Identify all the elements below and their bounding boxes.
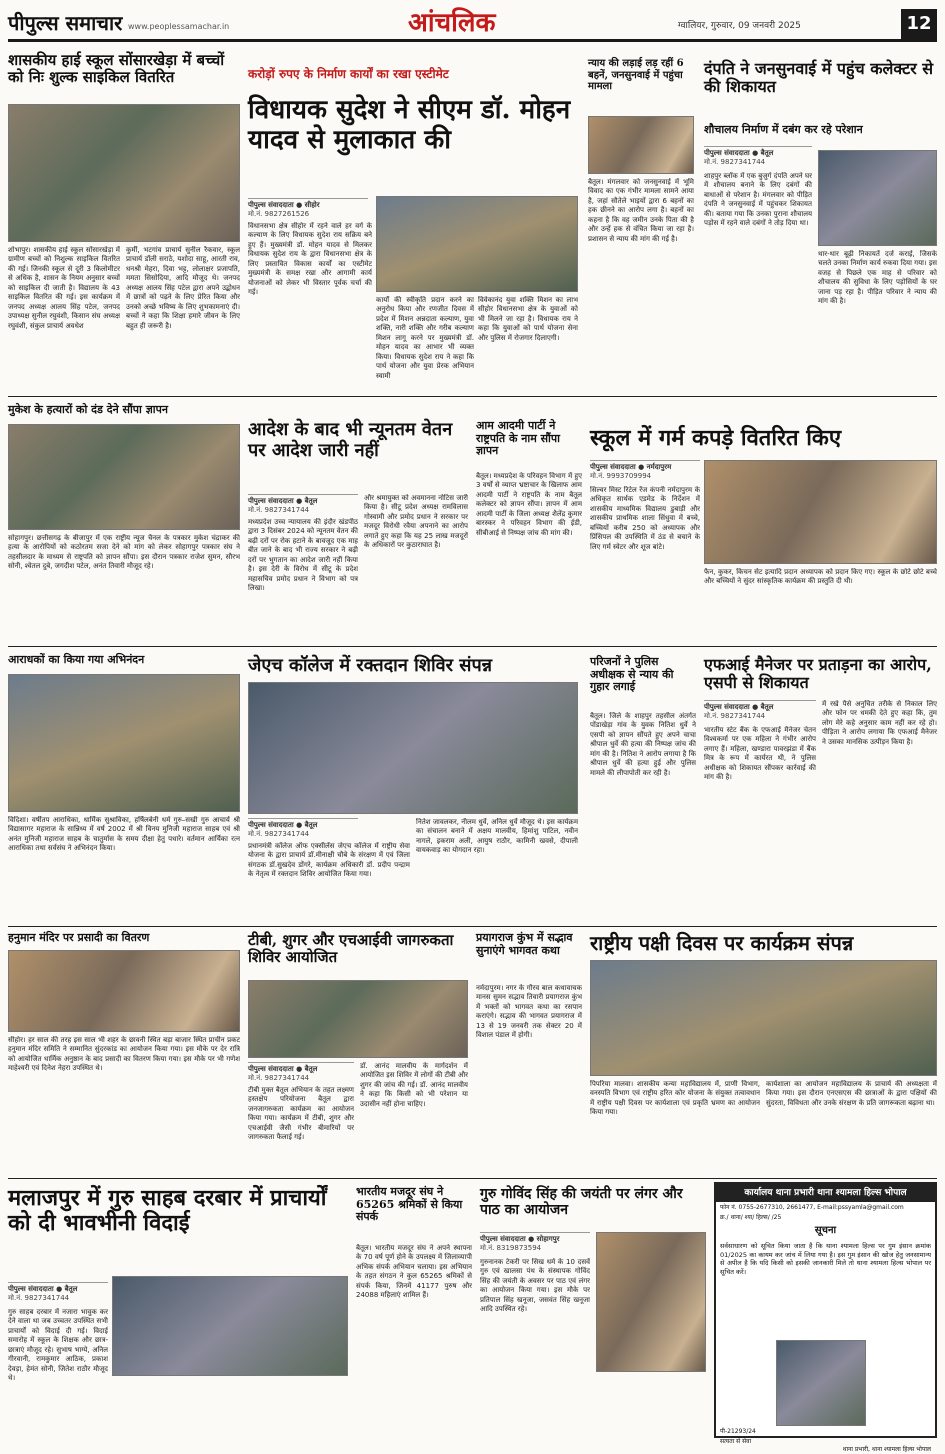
byline: पीपुल्स संवाददाता ● बैतूल (248, 1062, 354, 1074)
article-body: मध्यप्रदेश उच्च न्यायालय की इंदौर खंडपीठ द्वारा 3 दिसंबर 2024 को न्यूनतम वेतन की बढ़ी दरों पर रोक हटाने के बावजूद एक माह बीत जाने के बाद भी राज्य सरकार ने बढ़ी दरों पर भुगतान का आदेश जारी नहीं किया है। इस देरी के विरोध में सीटू के प्रदेश महासचिव प्रमोद प्रधान ने विभाग को पत्र लिखा। (248, 518, 358, 593)
headline: आराधकों का किया गया अभिनंदन (8, 653, 145, 666)
article-body: प्रधानमंत्री कॉलेज ऑफ एक्सीलेंस जेएच कॉलेज में राष्ट्रीय सेवा योजना के द्वारा प्राचार्य डॉ.मीनाक्षी चौबे के संरक्षण में एवं जिला संगठक डॉ.सुखदेव डोंगरे, कार्यक्रम अधिकारी डॉ. प्रदीप पन्द्राम के नेतृत्व में रक्तदान शिविर आयोजित किया गया। (248, 842, 410, 879)
notice-office: कार्यालय थाना प्रभारी थाना श्यामला हिल्स भोपाल (716, 1184, 935, 1202)
headline: टीबी, शुगर और एचआईवी जागरुकता शिविर आयोजित (248, 931, 454, 967)
article-body: विदिशा। वर्षीतप आराधिका, धार्मिक सुश्राविका, हर्षिलबेनी धर्म गुरु–सखी गुरु आचार्य श्री विद्यासागर महाराज के सान्निध्य में वर्ष 2002 में श्री विनय मुनिजी महाराज साहब एवं श्री अनंत मुनिजी महाराज साहब के चातुर्मास के समय दीक्षा हेतु पधारे। वर्तमान आर्यिका रत्न आराधिका तथा सर्वसंघ ने अभिनंदन किया। (8, 816, 240, 853)
article-body: विवेकानंद युवा शक्ति मिशन का लाभ सीहोर विधानसभा क्षेत्र के युवाओं को भी मिलने जा रहा है। विधायक राय ने कहा कि युवाओं को पार्थ योजना सेना और पुलिस में रोजगार दिलाएगी। (478, 296, 578, 342)
article-body: फैन, कुकर, किचन सेट इत्यादि प्रदान अध्यापक को प्रदान किए गए। स्कूल के छोटे छोटे बच्चे और बच्चियों ने सुंदर सांस्कृतिक कार्यक्रम की प्रस्तुति दी थी। (704, 568, 937, 586)
photo (248, 682, 578, 814)
headline: मलाजपुर में गुरु साहब दरबार में प्राचार्यों को दी भावभीनी विदाई (8, 1185, 327, 1237)
article-body: बैतूल। मध्यप्रदेश के परिवहन विभाग में हुए 3 वर्षों से व्याप्त भ्रष्टाचार के खिलाफ आम आदमी पार्टी ने राष्ट्रपति के नाम बैतूल कलेक्टर को ज्ञापन सौंपा। ज्ञापन में आम आदमी पार्टी के जिला अध्यक्ष शैलेंद्र कुमार बारस्कर ने परिवहन विभाग की ईडी, सीबीआई से निष्पक्ष जांच की मांग की। (476, 472, 582, 537)
notice-contact: फोन नं. 0755-2677310, 2661477, E-mail:pssyamla@gmail.com (720, 1204, 904, 1212)
article-body: कार्यों की स्वीकृति प्रदान करने का अनुरोध किया और रणजीत दिवस में प्रदेश में मिशन अन्नदाता कल्याण, युवा शक्ति, नारी शक्ति और गरीब कल्याण मिशन लागू करने पर मुख्यमंत्री डॉ. मोहन यादव का आभार भी व्यक्त किया। विधायक सुदेश राय ने कहा कि पार्थ योजना और युवा प्रेरक अभियान स्वामी (376, 296, 474, 380)
notice-slogan: सत्यता से सेवा (720, 1437, 752, 1445)
headline: दंपति ने जनसुनवाई में पहुंच कलेक्टर से की शिकायत (704, 59, 934, 97)
article-body: पिपरिया मालवा। शासकीय कन्या महाविद्यालय में, प्राणी विभाग, वनस्पति विभाग एवं राष्ट्रीय हरित कोर योजना के संयुक्त तत्वावधान में राष्ट्रीय पक्षी दिवस पर कार्यशाला एवं प्रकृति भ्रमण का आयोजन किया गया। (590, 1080, 760, 1117)
headline: आम आदमी पार्टी ने राष्ट्रपति के नाम सौंपा ज्ञापन (476, 419, 560, 458)
byline: पीपुल्स संवाददाता ● बैतूल (8, 1282, 108, 1294)
article-body: विधानसभा क्षेत्र सीहोर में रहने वाले हर वर्ग के कल्याण के लिए विधायक सुदेश राय सक्रिय बने हुए हैं। मुख्यमंत्री डॉ. मोहन यादव से मिलकर विधायक सुदेश राय के द्वारा विधानसभा क्षेत्र के लिए प्रस्तावित विकास कार्यों का एस्टीमेट मुख्यमंत्री के समक्ष रखा और आगामी कार्य योजनाओं को लेकर भी विस्तार पूर्वक चर्चा की गई। (248, 222, 372, 297)
missing-person-photo (776, 1340, 866, 1426)
mobile-number: मो.नं. 9827341744 (8, 1294, 70, 1302)
mobile-number: मो.नं. 9827261526 (248, 210, 310, 218)
headline: गुरु गोविंद सिंह की जयंती पर लंगर और पाठ का आयोजन (480, 1186, 683, 1219)
byline: पीपुल्स संवाददाता ● बैतूल (248, 494, 358, 506)
headline: विधायक सुदेश ने सीएम डॉ. मोहन यादव से मुलाकात की (248, 95, 571, 155)
photo (588, 116, 694, 174)
headline: भारतीय मजदूर संघ ने 65265 श्रमिकों से किया संपर्क (356, 1185, 463, 1224)
subhead: शौचालय निर्माण में दबंग कर रहे परेशान (704, 123, 863, 136)
article-body: थार-थार बूढ़ी निकायतें दर्ज कराई, जिसके चलते उनका निर्माण कार्य रुकवा दिया गया। इस वजह से पिछले एक माह से परिवार को शौचालय की सुविधा के लिए पड़ोसियों के घर जाना पड़ रहा है। पीड़ित परिवार ने न्याय की मांग की है। (818, 250, 937, 306)
headline: शासकीय हाई स्कूल सोंसारखेड़ा में बच्चों को निः शुल्क साइकिल वितरित (8, 51, 225, 87)
headline: एफआई मैनेजर पर प्रताड़ना का आरोप, एसपी से शिकायत (704, 655, 932, 693)
photo (818, 150, 937, 246)
notice-signature: थाना प्रभारी, थाना श्यामला हिल्स भोपाल (842, 1446, 931, 1454)
divider (8, 926, 937, 927)
photo (8, 104, 240, 242)
article-body: सिल्वर मिस्ट रिटेल रेंज कंपनी नर्मदापुरम के अधिकृत सार्थक एडमेड के निर्देशन में शासकीय माध्यमिक विद्यालय डुबाड़ी और शासकीय प्राथमिक शाला सिंधुवा में बच्चे, बच्चियों करीब 250 को अध्यापक और प्रिंसिपल की उपस्थिति में ठंड से बचाने के लिए गर्म स्वेटर और शूज बांटे। (590, 486, 700, 551)
article-body: टीबी मुक्त बैतूल अभियान के तहत लक्ष्मण हस्तक्षेप परियोजना बैतूल द्वारा जनजागरुकता कार्यक्रम का आयोजन किया गया। कार्यक्रम में टीबी, शुगर और एचआईवी जैसी गंभीर बीमारियों पर जागरुकता फैलाई गई। (248, 1086, 354, 1142)
byline: पीपुल्स संवाददाता ● बैतूल (248, 818, 358, 830)
notice-body: सर्वसाधारण को सूचित किया जाता है कि थाना श्यामला हिल्स पर गुम इंसान क्रमांक 01/2025 का कायम कर जांच में लिया गया है। इस गुम इंसान की खोज हेतु जनसामान्य से अपील है कि यदि किसी को इसकी जानकारी मिले तो थाना श्यामला हिल्स भोपाल पर सूचित करें। (720, 1241, 931, 1277)
article-body: सोहागपुर। छत्तीसगढ़ के बीजापुर में एक राष्ट्रीय न्यूज चैनल के पत्रकार मुकेश चंद्राकर की हत्या के आरोपियों को कठोरतम सजा देने को मांग को लेकर सोहागपुर पत्रकार संघ ने तहसीलदार के माध्यम से राष्ट्रपति को ज्ञापन सौंपा। इस दौरान पत्रकार राजेश सुमन, सौरभ सोनी, श्वेतल दुबे, जगदीश पटेल, अनंत तिवारी मौजूद रहे। (8, 534, 240, 571)
police-notice (714, 1182, 937, 1454)
article-body: सीहोर। हर साल की तरह इस साल भी शहर के छावनी स्थित बड़ा बाजार स्थित प्राचीन प्रकट हनुमान मंदिर समिति ने सम्मानित सुंदरकांड का आयोजन किया गया। इस मौके पर देर रात्रि को आयोजित धार्मिक अनुष्ठान के बाद प्रसादी का वितरण किया गया। इस मौके पर भी गणेश माहेश्वरी एवं दिनेश नेहरा उपस्थित थे। (8, 1036, 240, 1073)
page-number: 12 (901, 9, 937, 39)
brand-url: www.peoplessamachar.in (128, 22, 230, 31)
mobile-number: मो.नं. 9827341744 (248, 1074, 310, 1082)
headline: जेएच कॉलेज में रक्तदान शिविर संपन्न (248, 655, 492, 676)
masthead (8, 6, 937, 42)
byline: पीपुल्स संवाददाता ● बैतूल (704, 700, 816, 712)
photo (248, 980, 468, 1058)
article-body: गुरुनानक टेकरी पर सिख धर्म के 10 दसवें गुरु एवं खालसा पंथ के संस्थापक गोविंद सिंह की जयंती के अवसर पर पाठ एवं लंगर का आयोजन किया गया। इस मौके पर प्रतिपाल सिंह खनूजा, जसवंत सिंह खनूजा आदि उपस्थित रहे। (480, 1258, 590, 1314)
article-body: गुरु साहब दरबार में नजारा भावुक कर देने वाला था जब उच्चतर उपस्थित सभी प्राचार्यों को विदाई दी गई। विदाई समारोह में स्कूल के शिक्षक और छात्र-छात्राएं मौजूद रहे। सुभाष भाग्ये, अनिल गीरवानी, रामकुमार आठिक, प्रकाश देवड़ा, हेमंत सोनी, जितेश राठौर मौजूद थे। (8, 1308, 108, 1383)
photo (590, 960, 937, 1076)
article-body: शाहपुर ब्लॉक में एक बुजुर्ग दंपति अपने घर में शौचालय बनाने के लिए दबंगों की बाधाओं से परेशान है। मंगलवार को पीड़ित दंपति ने जनसुनवाई में पहुंचकर शिकायत की। बताया गया कि उनका पुराना शौचालय पड़ोस में रहने वाले दबंगों ने तोड़ दिया था। (704, 172, 812, 228)
photo (112, 1276, 348, 1376)
article-body: कुर्मी, भटगांव प्राचार्य सुनील रैकवार, स्कूल प्राचार्य डॉली सराठे, यशोदा साहू, आरती राव, धनश्री मेहरा, दिवा भट्ट, लोलाक्षर प्रजापति, ममता सिसोदिया, आदि मौजूद थे। जनपद अध्यक्ष आलय सिंह पटेल द्वारा अपने उद्बोधन में छात्रों को पढ़ने के लिए प्रेरित किया और उनको अच्छे भविष्य के लिए शुभकामनाएं दी। बच्चों ने कहा कि शिक्षा हमारे जीवन के लिए बहुत ही जरूरी है। (126, 246, 240, 330)
article-body: शोभापुर। शासकीय हाई स्कूल सोंसारखेड़ा में ग्रामीण बच्चों को निशुल्क साइकिल वितरित की गई। जिनकी स्कूल से दूरी 3 किलोमीटर से अधिक है, शासन के नियम अनुसार बच्चों को साइकिल दी जाती है। विद्यालय के 43 साइकिल वितरित की गई। इस कार्यक्रम में जनपद अध्यक्ष आलय सिंह पटेल, जनपद उपाध्यक्ष सुनील रघुवंशी, किसान संघ अध्यक्ष रघुवंशी, संकुल प्राचार्य अवधेश (8, 246, 120, 330)
photo (8, 674, 240, 812)
article-body: नर्मदापुरम। नगर के गौरव बाल कथावाचक मानस सुमन सद्भाव तिवारी प्रयागराज कुंभ में भक्तों को भागवत कथा का रसपान कराएंगे। सद्भाव की भागवत प्रयागराज में 13 से 19 जनवरी तक सेक्टर 20 में विशाल पंडाल में होगी। (476, 984, 582, 1040)
headline: हनुमान मंदिर पर प्रसादी का वितरण (8, 931, 150, 944)
article-body: में रखे पैसे अनुचित तरीके से निकाल लिए और फोन पर धमकी देते हुए कहा कि, तुम लोग मेरे कहे अनुसार काम नहीं कर रहे हो। पीड़िता ने आरोप लगाया कि एफआई मैनेजर ने उसका मानसिक उत्पीड़न किया है। (822, 700, 937, 746)
article-body: भारतीय स्टेट बैंक के एफआई मैनेजर चेतन विश्वकर्मा पर एक महिला ने गंभीर आरोप लगाए हैं। महिला, खण्डारा पावरझंडा में बैंक मित्र के रूप में कार्यरत थी, ने पुलिस अधीक्षक को शिकायत सौंपकर कार्रवाई की मांग की है। (704, 726, 816, 782)
photo (376, 196, 578, 292)
photo (8, 950, 240, 1032)
mobile-number: मो.नं. 9827341744 (248, 830, 310, 838)
article-body: और श्रमायुक्त को अवमानना नोटिस जारी किया है। सीटू प्रदेश अध्यक्ष रामविलास गोस्वामी और प्रमोद प्रधान ने सरकार पर मजदूर विरोधी रवैया अपनाने का आरोप लगाते हुए कहा कि यह 25 लाख मजदूरों के अधिकारों पर कुठाराघात है। (364, 494, 468, 550)
mobile-number: मो.नं. 9827341744 (704, 158, 766, 166)
photo (704, 460, 937, 564)
section-title: आंचलिक (408, 8, 496, 38)
photo (596, 1232, 706, 1372)
divider (8, 646, 937, 647)
byline: पीपुल्स संवाददाता ● सीहोर (248, 198, 368, 210)
headline: न्याय की लड़ाई लड़ रहीं 6 बहनें, जनसुनवाई में पहुंचा मामला (588, 58, 684, 92)
divider (8, 1178, 937, 1179)
dateline: ग्वालियर, गुरुवार, 09 जनवरी 2025 (678, 21, 801, 31)
article-body: बैतूल। जिले के शाहपुर तहसील अंतर्गत पोंडाखेड़ा गांव के युवक नितिश धुर्वे ने एसपी को ज्ञापन सौंपते हुए अपने चाचा श्रीपाल धुर्वे की हत्या की निष्पक्ष जांच की मांग की है। नितिश ने आरोप लगाया है कि श्रीपाल धुर्वे की हत्या हुई और पुलिस मामले की लीपापोती कर रही है। (590, 712, 696, 777)
mobile-number: मो.नं. 9993709994 (590, 472, 652, 480)
headline: स्कूल में गर्म कपड़े वितरित किए (590, 425, 841, 451)
article-body: बैतूल। मंगलवार को जनसुनवाई में भूमि विवाद का एक गंभीर मामला सामने आया है, जहां सौतेले भाइयों द्वारा 6 बहनों का हक छीनने का आरोप लगा है। बहनों का कहना है कि वह जमीन उनके पिता की है और उन्हें हक से वंचित किया जा रहा है। प्रशासन से न्याय की मांग की गई है। (588, 178, 694, 243)
article-body: नितेश जावलकर, नीलम धुर्वे, अनिल धुर्वे मौजूद थे। इस कार्यक्रम का संचालन बनाने में अक्षय मालवीय, हिमांशु पाटिल, नवीन नागले, इकराम अली, आयुष राठौर, कामिनी खवसे, दीपाली वायकवाड़ का योगदान रहा। (416, 818, 578, 855)
photo (8, 424, 240, 530)
divider (8, 396, 937, 397)
article-body: बैतूल। भारतीय मजदूर संघ ने अपने स्थापना के 70 वर्ष पूर्ण होने के उपलक्ष्य में जिलाव्यापी अभिक संपर्क अभियान चलाया। इस अभियान के तहत संगठन ने कुल 65265 श्रमिकों से संपर्क किया, जिनमें 41177 पुरुष और 24088 महिलाएं शामिल हैं। (356, 1244, 472, 1300)
article-body: डॉ. आनंद मालवीय के मार्गदर्शन में आयोजित इस शिविर में लोगों की टीबी और शुगर की जांच की गई। डॉ. आनंद मालवीय ने कहा कि किसी को भी परेशान या उदासीन नहीं होना चाहिए। (360, 1062, 468, 1108)
headline: आदेश के बाद भी न्यूनतम वेतन पर आदेश जारी नहीं (248, 419, 453, 461)
headline: परिजनों ने पुलिस अधीक्षक से न्याय की गुहार लगाई (590, 655, 674, 694)
brand-name: पीपुल्स समाचार (8, 11, 123, 35)
byline: पीपुल्स संवाददाता ● सोहागपुर (480, 1232, 590, 1244)
article-body: कार्यशाला का आयोजन महाविद्यालय के प्राचार्य की अध्यक्षता में किया गया। इस दौरान एनएसएस की छात्राओं के द्वारा पक्षियों की सुंदरता, विविधता और उनके संरक्षण के प्रति जागरूकता बढ़ाना था। (766, 1080, 937, 1107)
kicker: करोड़ों रुपए के निर्माण कार्यों का रखा एस्टीमेट (248, 67, 449, 81)
mobile-number: मो.नं. 9827341744 (704, 712, 766, 720)
notice-reg: पी-21293/24 (720, 1427, 756, 1435)
mobile-number: मो.नं. 9827341744 (248, 506, 310, 514)
headline: प्रयागराज कुंभ में सद्भाव सुनाएंगे भागवत कथा (476, 931, 573, 957)
notice-reference: क्र./ थाना/ श्या/ हिल्स/ /25 (720, 1214, 782, 1222)
byline: पीपुल्स संवाददाता ● नर्मदापुरम (590, 460, 700, 472)
byline: पीपुल्स संवाददाता ● बैतूल (704, 146, 812, 158)
headline: राष्ट्रीय पक्षी दिवस पर कार्यक्रम संपन्न (590, 931, 854, 955)
mobile-number: मो.नं. 8319873594 (480, 1244, 542, 1252)
notice-title: सूचना (814, 1225, 837, 1237)
headline: मुकेश के हत्यारों को दंड देने सौंपा ज्ञापन (8, 403, 168, 416)
